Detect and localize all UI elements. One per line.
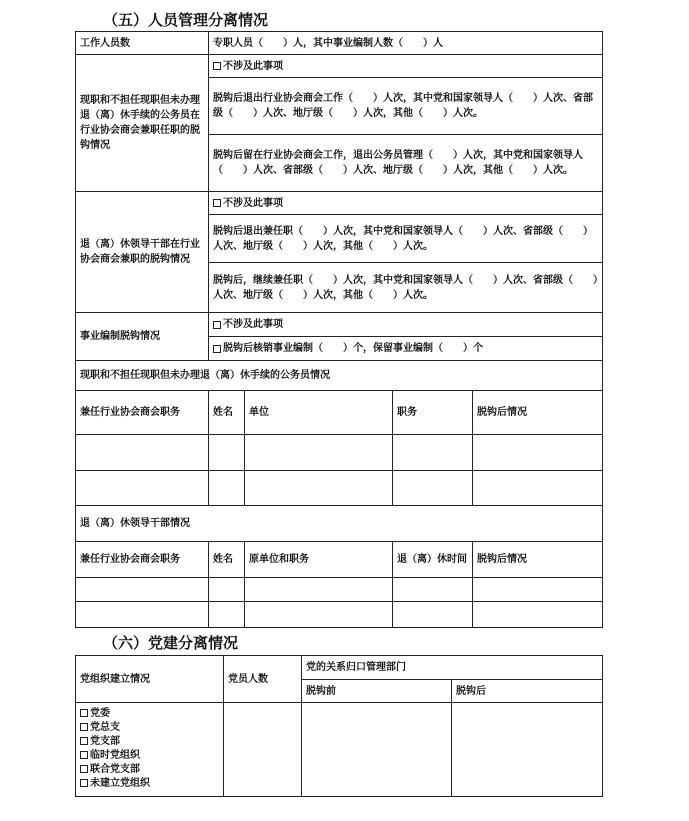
checkbox-icon[interactable] (80, 765, 88, 773)
checkbox-icon[interactable] (80, 779, 88, 787)
active-officials-label: 现职和不担任现职但未办理退（离）休手续的公务员在行业协会商会兼职任职的脱钩情况 (75, 54, 209, 192)
retired-table-header: 退（离）休时间 (392, 541, 473, 578)
table-cell[interactable] (208, 577, 245, 602)
table-cell[interactable] (208, 601, 245, 628)
retired-table-header: 原单位和职务 (244, 541, 393, 578)
table-cell[interactable] (472, 577, 603, 602)
active-option1[interactable]: 脱钩后退出行业协会商会工作（ ）人次，其中党和国家领导人（ ）人次、省部级（ ）人次、地厅级（ ）人次，其他（ ）人次。 (208, 77, 603, 135)
retired-option2[interactable]: 脱钩后，继续兼任职（ ）人次，其中党和国家领导人（ ）人次、省部级（ ）人次、地厅级（ ）人次，其他（ ）人次。 (208, 262, 603, 313)
table-cell[interactable] (244, 470, 393, 506)
active-table-header: 脱钩后情况 (472, 390, 603, 435)
relation-dept-header: 党的关系归口管理部门 (301, 655, 603, 680)
retired-table-header: 兼任行业协会商会职务 (75, 541, 209, 578)
active-table-header: 职务 (392, 390, 473, 435)
staff-count-value[interactable]: 专职人员（ ）人，其中事业编制人数（ ）人 (208, 31, 603, 55)
checkbox-icon[interactable] (213, 199, 221, 207)
retired-not-applicable[interactable] (208, 191, 603, 215)
table-cell[interactable] (392, 601, 473, 628)
retired-not-applicable-label: 不涉及此事项 (223, 197, 283, 209)
org-option-general-branch[interactable]: 党总支 (80, 721, 219, 735)
retired-officials-label: 退（离）休领导干部在行业协会商会兼职的脱钩情况 (75, 191, 209, 313)
table-cell[interactable] (392, 470, 473, 506)
org-option-branch[interactable]: 党支部 (80, 735, 219, 749)
before-cell[interactable] (301, 702, 452, 797)
retired-table-header: 姓名 (208, 541, 245, 578)
checkbox-icon[interactable] (213, 321, 221, 329)
institution-not-applicable-label: 不涉及此事项 (223, 319, 283, 330)
institution-not-applicable[interactable] (208, 312, 603, 337)
section6-heading: （六）党建分离情况 (103, 634, 239, 652)
retired-table-title: 退（离）休领导干部情况 (75, 505, 603, 542)
table-cell[interactable] (472, 601, 603, 628)
checkbox-icon[interactable] (213, 345, 221, 353)
org-option-not-established[interactable]: 未建立党组织 (80, 777, 219, 791)
table-cell[interactable] (75, 601, 209, 628)
table-cell[interactable] (472, 434, 603, 471)
institution-option-label: 脱钩后核销事业编制（ ）个，保留事业编制（ ）个 (223, 343, 483, 354)
staff-count-label: 工作人员数 (75, 31, 209, 55)
table-cell[interactable] (75, 577, 209, 602)
table-cell[interactable] (392, 577, 473, 602)
before-header: 脱钩前 (301, 679, 452, 703)
active-table-header: 姓名 (208, 390, 245, 435)
member-count-header: 党员人数 (223, 655, 302, 703)
active-table-header: 单位 (244, 390, 393, 435)
org-option-temporary[interactable]: 临时党组织 (80, 749, 219, 763)
org-status-header: 党组织建立情况 (75, 655, 224, 703)
table-cell[interactable] (208, 434, 245, 471)
after-cell[interactable] (451, 702, 603, 797)
checkbox-icon[interactable] (213, 62, 221, 70)
checkbox-icon[interactable] (80, 737, 88, 745)
table-cell[interactable] (392, 434, 473, 471)
table-cell[interactable] (75, 470, 209, 506)
active-table-title: 现职和不担任现职但未办理退（离）休手续的公务员情况 (75, 360, 603, 391)
member-count-cell[interactable] (223, 702, 302, 797)
table-cell[interactable] (75, 434, 209, 471)
org-options[interactable] (75, 702, 224, 797)
institution-option[interactable] (208, 336, 603, 361)
table-cell[interactable] (244, 434, 393, 471)
institution-staff-label: 事业编制脱钩情况 (75, 312, 209, 361)
active-not-applicable[interactable] (208, 54, 603, 78)
org-option-party-committee[interactable]: 党委 (80, 707, 219, 721)
after-header: 脱钩后 (451, 679, 603, 703)
checkbox-icon[interactable] (80, 723, 88, 731)
section5-heading: （五）人员管理分离情况 (103, 11, 269, 29)
org-option-joint-branch[interactable]: 联合党支部 (80, 763, 219, 777)
checkbox-icon[interactable] (80, 709, 88, 717)
active-table-header: 兼任行业协会商会职务 (75, 390, 209, 435)
active-not-applicable-label: 不涉及此事项 (223, 60, 283, 72)
table-cell[interactable] (472, 470, 603, 506)
table-cell[interactable] (208, 470, 245, 506)
retired-option1[interactable]: 脱钩后退出兼任职（ ）人次，其中党和国家领导人（ ）人次、省部级（ ）人次、地厅级（ ）人次，其他（ ）人次。 (208, 214, 603, 263)
table-cell[interactable] (244, 577, 393, 602)
table-cell[interactable] (244, 601, 393, 628)
retired-table-header: 脱钩后情况 (472, 541, 603, 578)
active-option2[interactable]: 脱钩后留在行业协会商会工作，退出公务员管理（ ）人次，其中党和国家领导人（ ）人次、省部级（ ）人次、地厅级（ ）人次，其他（ ）人次。 (208, 134, 603, 192)
checkbox-icon[interactable] (80, 751, 88, 759)
